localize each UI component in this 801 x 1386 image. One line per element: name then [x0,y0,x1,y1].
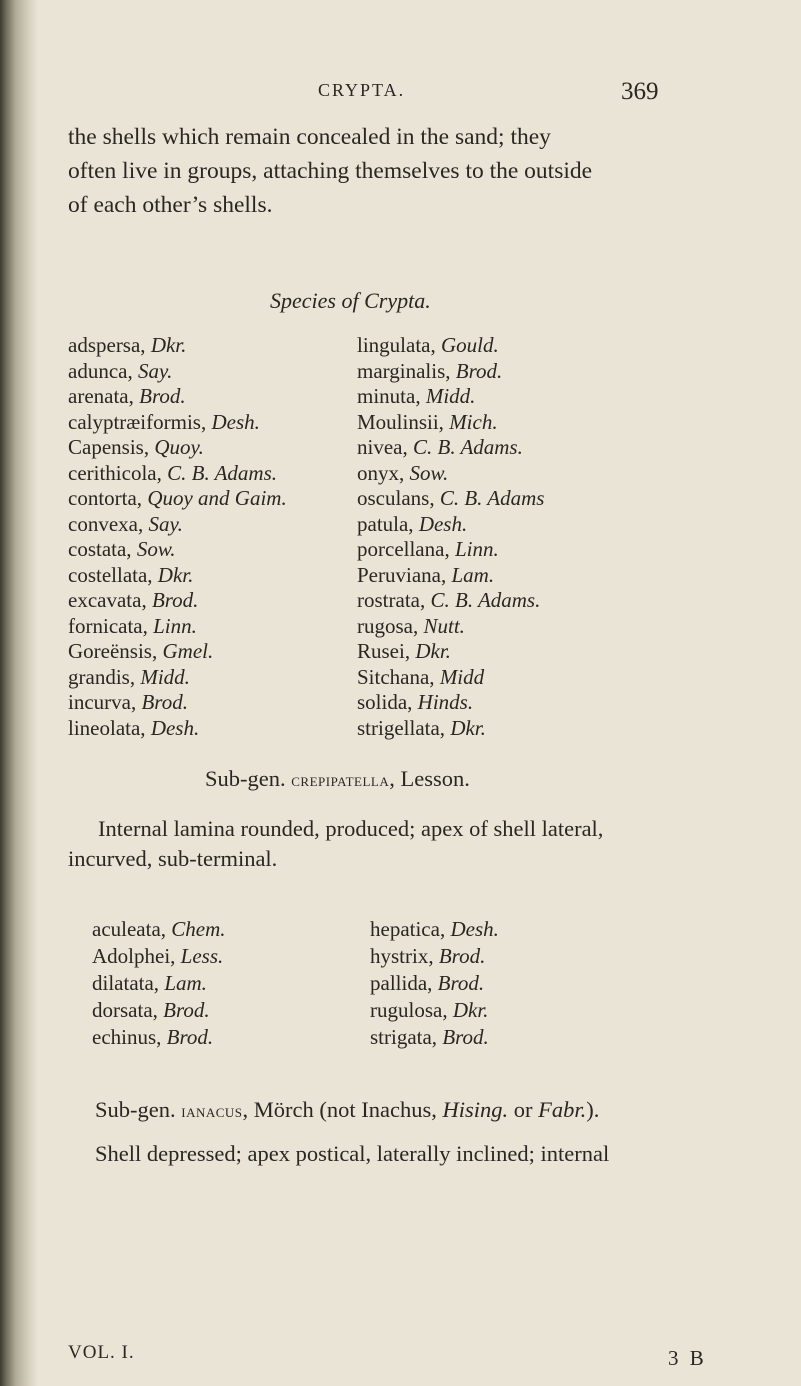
species-entry [92,943,226,970]
species-author: Gould. [440,333,499,357]
reference-author: Hising. [442,1097,509,1122]
subgen-name: crepipatella [291,770,390,791]
species-entry [357,384,544,410]
species-author: Hinds. [417,690,474,714]
species-author: Lam. [451,562,495,587]
species-author: Midd. [425,384,476,408]
species-name: aculeata, [92,917,172,941]
species-author: Lam. [164,971,207,995]
species-entry [357,665,544,691]
species-name: strigata, [370,1025,443,1049]
species-name: rugosa, [357,613,424,638]
species-entry [68,512,287,538]
species-name: osculans, [357,486,440,510]
species-author: C. B. Adams. [430,588,541,612]
species-name: convexa, [68,511,149,536]
species-name: dilatata, [92,971,165,995]
species-name: excavata, [68,588,152,612]
text-line: Internal lamina rounded, produced; apex of shell lateral, [98,816,604,841]
species-name: solida, [357,690,418,714]
species-entry [370,997,499,1024]
species-author: Gmel. [162,639,214,663]
species-author: C. B. Adams. [167,460,277,485]
species-name: nivea, [357,435,413,459]
crepipatella-list-right [370,916,499,1051]
subgen-authority: , Lesson. [389,766,470,791]
species-author: Quoy. [154,435,204,459]
species-name: contorta, [68,486,148,510]
page-header [0,78,801,108]
species-name: adunca, [68,358,138,383]
species-author: Brod. [438,944,486,968]
species-name: rugulosa, [370,998,453,1022]
species-entry [92,1024,226,1051]
signature-mark: 3 B [668,1346,707,1370]
species-author: Dkr. [450,715,486,740]
species-author: Mich. [449,409,498,434]
ianacus-description: Shell depressed; apex postical, laterally inclined; internal [95,1141,610,1166]
species-author: Dkr. [157,562,194,587]
species-author: C. B. Adams. [412,435,523,459]
running-head: CRYPTA. [318,80,406,100]
subgen-prefix: Sub-gen. [95,1097,182,1122]
species-name: marginalis, [357,358,456,383]
species-entry [357,435,544,461]
species-name: hepatica, [370,917,451,941]
species-name: Moulinsii, [357,409,450,434]
text-line: often live in groups, attaching themselves to the outside [68,158,593,184]
species-name: echinus, [92,1025,167,1049]
species-name: strigellata, [357,715,451,740]
species-author: Linn. [454,537,499,561]
page-binding-shadow [0,0,38,1386]
species-name: porcellana, [357,537,455,561]
subgen-name: ianacus [181,1101,243,1122]
species-entry [370,943,499,970]
species-entry [357,639,544,665]
species-entry [92,916,226,943]
species-entry [357,410,544,436]
species-name: dorsata, [92,998,164,1022]
species-entry [68,435,287,461]
species-entry [370,916,499,943]
species-name: pallida, [370,971,438,995]
species-entry [68,410,287,436]
species-entry [92,970,226,997]
species-name: grandis, [68,664,141,689]
volume-mark: VOL. I. [68,1342,135,1363]
species-name: Peruviana, [357,562,452,587]
species-entry [357,537,544,563]
species-author: Chem. [171,917,226,941]
species-entry [68,716,287,742]
species-entry [68,461,287,487]
species-entry [357,333,544,359]
species-entry [68,639,287,665]
species-entry [92,997,226,1024]
species-author: Brod. [442,1025,489,1049]
species-entry [357,512,544,538]
reference-author: Fabr. [538,1097,587,1122]
species-heading: Species of Crypta. [270,288,431,313]
species-name: Rusei, [357,639,416,663]
subgenus-heading-ianacus [95,1097,599,1123]
text-line: the shells which remain concealed in the sand; they [68,124,551,150]
species-entry [68,563,287,589]
species-entry [357,588,544,614]
species-entry [68,665,287,691]
page-footer [68,1342,768,1372]
species-author: Linn. [153,613,197,638]
species-entry [357,690,544,716]
species-entry [68,486,287,512]
species-list-left [68,333,287,741]
species-entry [357,461,544,487]
crepipatella-description [68,814,768,874]
species-author: Dkr. [415,639,451,663]
species-name: minuta, [357,384,426,408]
subgen-prefix: Sub-gen. [205,766,292,791]
species-name: arenata, [68,384,140,408]
species-name: adspersa, [68,333,151,357]
species-author: Brod. [166,1025,214,1049]
species-author: Less. [180,944,224,968]
species-author: Sow. [409,460,449,485]
species-author: Brod. [151,588,199,612]
species-name: rostrata, [357,588,431,612]
page-number: 369 [621,78,659,105]
species-entry [357,486,544,512]
species-author: Desh. [150,715,200,740]
species-author: Midd [439,664,485,689]
species-name: calyptræiformis, [68,409,212,434]
text-line: of each other’s shells. [68,192,273,218]
closing-paren: ). [586,1097,600,1122]
subgen-authority: , Mörch (not Inachus, [242,1097,443,1122]
species-entry [370,1024,499,1051]
crepipatella-list-left [92,916,226,1051]
species-name: costellata, [68,562,158,587]
species-author: Sow. [136,537,176,561]
species-author: Midd. [140,664,190,689]
species-author: Quoy and Gaim. [147,486,287,510]
species-author: Desh. [211,409,260,434]
species-author: Say. [148,511,183,536]
species-author: Dkr. [150,333,187,357]
species-name: Sitchana, [357,664,440,689]
species-author: Brod. [141,690,188,714]
species-entry [68,384,287,410]
species-name: fornicata, [68,613,154,638]
species-author: Say. [137,358,173,383]
species-entry [68,537,287,563]
species-name: patula, [357,511,419,536]
species-author: Brod. [163,998,210,1022]
species-name: Adolphei, [92,944,181,968]
species-entry [370,970,499,997]
subgenus-heading-crepipatella [205,766,470,792]
species-name: lineolata, [68,715,151,740]
species-entry [68,614,287,640]
species-name: Goreënsis, [68,639,163,663]
intro-paragraph [68,120,768,222]
conjunction: or [508,1097,539,1122]
species-name: cerithicola, [68,460,168,485]
species-list-right [357,333,544,741]
species-author: Nutt. [423,613,465,638]
species-entry [68,333,287,359]
species-author: Brod. [139,384,186,408]
text-line: incurved, sub-terminal. [68,846,278,871]
species-author: Desh. [418,511,468,536]
species-name: lingulata, [357,333,441,357]
species-entry [357,563,544,589]
species-name: onyx, [357,460,410,485]
species-author: Dkr. [452,998,489,1022]
species-entry [68,690,287,716]
species-author: Brod. [455,358,503,383]
species-name: hystrix, [370,944,439,968]
species-author: C. B. Adams [439,486,545,510]
species-entry [357,359,544,385]
species-author: Brod. [437,971,485,995]
species-entry [68,588,287,614]
species-entry [68,359,287,385]
species-name: incurva, [68,690,142,714]
species-entry [357,614,544,640]
species-name: costata, [68,537,137,561]
species-name: Capensis, [68,435,155,459]
species-entry [357,716,544,742]
species-author: Desh. [450,917,499,941]
